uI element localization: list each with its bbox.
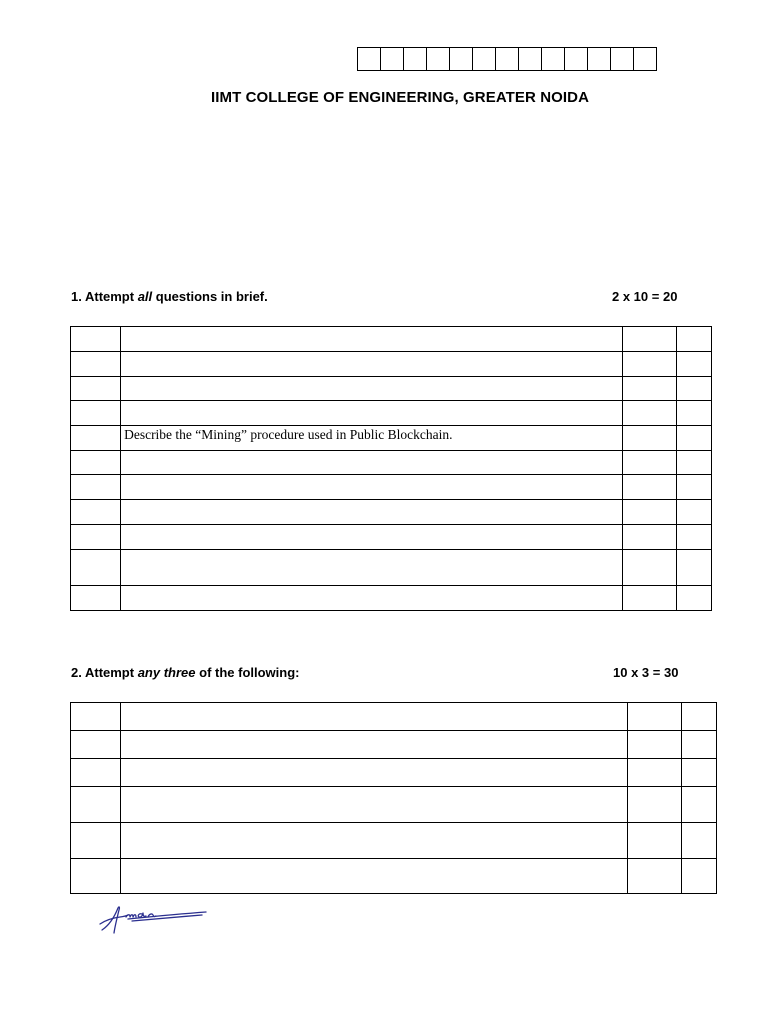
question-number-cell xyxy=(71,787,121,823)
roll-number-box xyxy=(472,47,496,71)
question-co-cell xyxy=(681,823,716,859)
question-number-cell xyxy=(71,859,121,894)
question-marks-cell xyxy=(622,525,676,550)
question-text-cell xyxy=(121,401,623,426)
question-text-cell xyxy=(121,352,623,377)
question-text-cell xyxy=(121,327,623,352)
question-text-cell: Describe the “Mining” procedure used in Public Blockchain. xyxy=(121,426,623,451)
question-co-cell xyxy=(676,401,711,426)
question-row xyxy=(71,475,712,500)
question-marks-cell xyxy=(622,401,676,426)
question-co-cell xyxy=(676,451,711,475)
question-text-cell xyxy=(121,759,628,787)
question-row xyxy=(71,787,717,823)
section2-heading xyxy=(71,665,300,680)
roll-number-box xyxy=(541,47,565,71)
question-marks-cell xyxy=(627,859,681,894)
roll-number-box xyxy=(564,47,588,71)
question-number-cell xyxy=(71,759,121,787)
question-co-cell xyxy=(676,586,711,611)
question-number-cell xyxy=(71,823,121,859)
roll-number-boxes xyxy=(357,47,657,71)
question-marks-cell xyxy=(622,352,676,377)
question-co-cell xyxy=(681,703,716,731)
question-number-cell xyxy=(71,451,121,475)
section2-heading-prefix: 2. Attempt xyxy=(71,665,138,680)
question-co-cell xyxy=(676,475,711,500)
question-row xyxy=(71,703,717,731)
question-text-cell xyxy=(121,703,628,731)
question-co-cell xyxy=(676,327,711,352)
question-text-cell xyxy=(121,500,623,525)
question-row xyxy=(71,759,717,787)
question-co-cell xyxy=(681,859,716,894)
question-co-cell xyxy=(676,426,711,451)
question-text-cell xyxy=(121,475,623,500)
question-number-cell xyxy=(71,525,121,550)
question-marks-cell xyxy=(627,787,681,823)
question-co-cell xyxy=(676,550,711,586)
question-number-cell xyxy=(71,401,121,426)
question-text-cell xyxy=(121,451,623,475)
question-marks-cell xyxy=(622,586,676,611)
section2-question-table xyxy=(70,702,717,894)
signature xyxy=(98,900,210,936)
question-row xyxy=(71,550,712,586)
question-co-cell xyxy=(681,731,716,759)
roll-number-box xyxy=(495,47,519,71)
question-row xyxy=(71,859,717,894)
section1-heading-suffix: questions in brief. xyxy=(152,289,268,304)
question-marks-cell xyxy=(622,327,676,352)
question-row xyxy=(71,401,712,426)
question-row xyxy=(71,352,712,377)
question-marks-cell xyxy=(627,731,681,759)
question-row xyxy=(71,500,712,525)
question-marks-cell xyxy=(627,703,681,731)
question-row xyxy=(71,525,712,550)
question-co-cell xyxy=(681,759,716,787)
section1-question-table xyxy=(70,326,712,611)
question-marks-cell xyxy=(622,426,676,451)
roll-number-box xyxy=(357,47,381,71)
question-marks-cell xyxy=(622,550,676,586)
question-marks-cell xyxy=(622,451,676,475)
question-marks-cell xyxy=(622,500,676,525)
section2-heading-suffix: of the following: xyxy=(195,665,300,680)
question-co-cell xyxy=(681,787,716,823)
question-number-cell xyxy=(71,731,121,759)
question-number-cell xyxy=(71,550,121,586)
question-co-cell xyxy=(676,500,711,525)
section2-marks: 10 x 3 = 30 xyxy=(613,665,679,680)
question-marks-cell xyxy=(622,475,676,500)
section2-heading-emphasis: any three xyxy=(137,665,196,680)
roll-number-box xyxy=(449,47,473,71)
question-co-cell xyxy=(676,525,711,550)
question-number-cell xyxy=(71,352,121,377)
roll-number-box xyxy=(380,47,404,71)
question-marks-cell xyxy=(622,377,676,401)
roll-number-box xyxy=(518,47,542,71)
question-marks-cell xyxy=(627,823,681,859)
question-row xyxy=(71,377,712,401)
question-row xyxy=(71,451,712,475)
question-row xyxy=(71,586,712,611)
question-text-cell xyxy=(121,787,628,823)
question-text-cell xyxy=(121,586,623,611)
question-number-cell xyxy=(71,327,121,352)
question-text-cell xyxy=(121,377,623,401)
question-number-cell xyxy=(71,586,121,611)
question-text-cell xyxy=(121,550,623,586)
question-row xyxy=(71,327,712,352)
question-number-cell xyxy=(71,500,121,525)
question-number-cell xyxy=(71,703,121,731)
section1-heading-prefix: 1. Attempt xyxy=(71,289,138,304)
section1-heading-emphasis: all xyxy=(137,289,153,304)
question-row xyxy=(71,426,712,451)
question-number-cell xyxy=(71,426,121,451)
roll-number-box xyxy=(610,47,634,71)
college-title: IIMT COLLEGE OF ENGINEERING, GREATER NOIDA xyxy=(210,89,590,106)
roll-number-box xyxy=(426,47,450,71)
question-text-cell xyxy=(121,525,623,550)
section1-marks: 2 x 10 = 20 xyxy=(612,289,678,304)
question-text-cell xyxy=(121,731,628,759)
question-text-cell xyxy=(121,823,628,859)
question-co-cell xyxy=(676,377,711,401)
roll-number-box xyxy=(403,47,427,71)
question-text-cell xyxy=(121,859,628,894)
question-number-cell xyxy=(71,377,121,401)
question-row xyxy=(71,823,717,859)
question-number-cell xyxy=(71,475,121,500)
roll-number-box xyxy=(587,47,611,71)
question-row xyxy=(71,731,717,759)
question-co-cell xyxy=(676,352,711,377)
section1-heading xyxy=(71,289,268,304)
roll-number-box xyxy=(633,47,657,71)
question-marks-cell xyxy=(627,759,681,787)
